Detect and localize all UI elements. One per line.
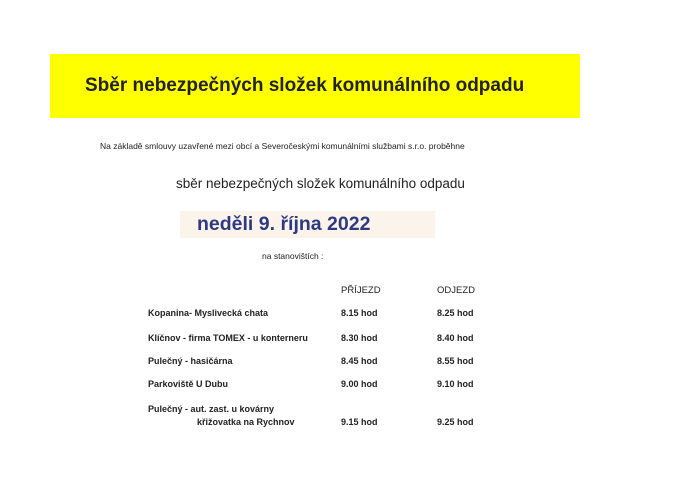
row-arrival: 9.15 hod (341, 417, 378, 427)
row-arrival: 8.30 hod (341, 333, 378, 343)
intro-text: Na základě smlouvy uzavřené mezi obcí a Severočeskými komunálními službami s.r.o. proběhne (100, 141, 465, 151)
row-departure: 8.25 hod (437, 308, 474, 318)
row-place: Klíčnov - firma TOMEX - u konterneru (148, 333, 308, 343)
row-place-line2: křižovatka na Rychnov (197, 417, 295, 427)
page-title: Sběr nebezpečných složek komunálního odpadu (85, 75, 525, 96)
row-arrival: 8.15 hod (341, 308, 378, 318)
column-header-departure: ODJEZD (437, 285, 475, 296)
title-banner (50, 54, 580, 118)
row-place: Parkoviště U Dubu (148, 379, 229, 389)
row-place: Pulečný - hasičárna (148, 356, 233, 366)
row-departure: 8.55 hod (437, 356, 474, 366)
row-place: Pulečný - aut. zast. u kovárny (148, 404, 275, 414)
row-place: Kopanina- Myslivecká chata (148, 308, 269, 318)
row-arrival: 9.00 hod (341, 379, 378, 389)
row-arrival: 8.45 hod (341, 356, 378, 366)
locations-label: na stanovištích : (262, 251, 324, 261)
subheading: sběr nebezpečných složek komunálního odpadu (176, 176, 465, 191)
row-departure: 9.25 hod (437, 417, 474, 427)
date-highlight (180, 211, 435, 238)
collection-date: neděli 9. října 2022 (197, 213, 371, 235)
row-departure: 9.10 hod (437, 379, 474, 389)
row-departure: 8.40 hod (437, 333, 474, 343)
column-header-arrival: PŘÍJEZD (341, 285, 381, 296)
